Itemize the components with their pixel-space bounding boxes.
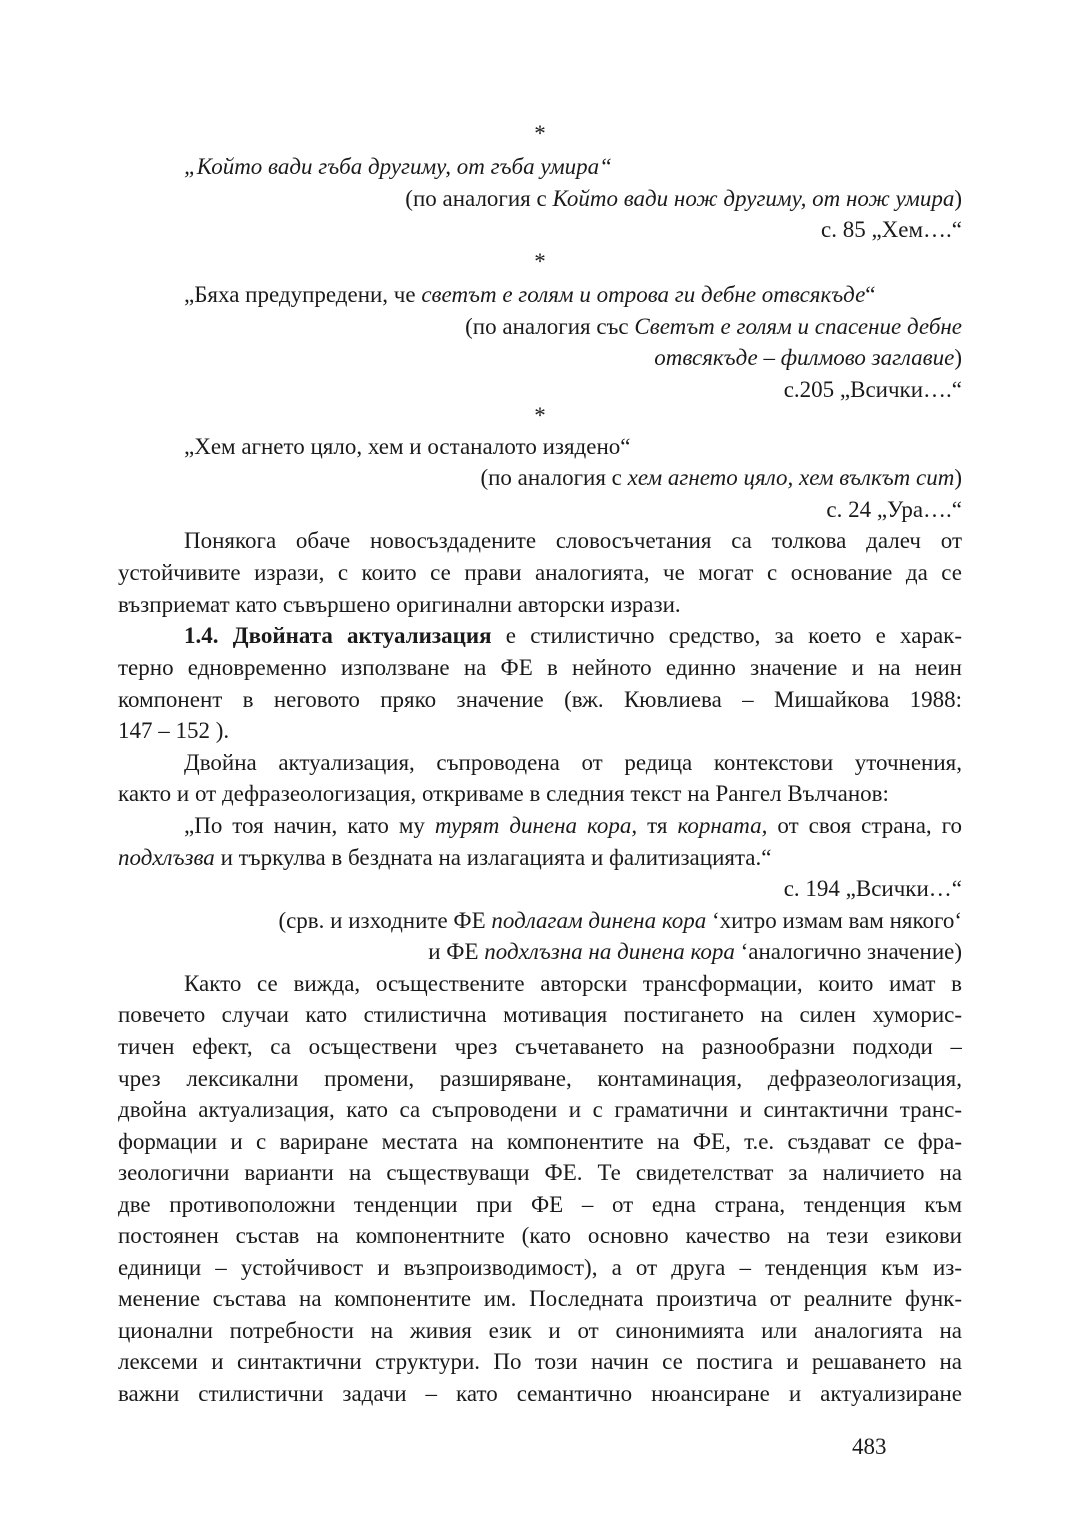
paragraph-line: двойна актуализация, като са съпроводени и с граматични и синтактични транс- <box>118 1097 962 1122</box>
paragraph-line: устойчивите изрази, с които се прави аналогията, че могат с основание да се <box>118 560 962 585</box>
paragraph-line: постоянен състав на компонентните (като основно качество на тези езикови <box>118 1223 962 1248</box>
quote-4-line-1: „По тоя начин, като му турят динена кора, тя корната, от своя страна, го <box>184 813 962 838</box>
analogy-2-line-2: отвсякъде – филмово заглавие) <box>654 345 962 370</box>
paragraph-line: Както се вижда, осъществените авторски трансформации, които имат в <box>184 971 962 996</box>
separator: * <box>534 121 546 146</box>
section-heading: 1.4. Двойната актуализация <box>184 623 492 648</box>
paragraph-line: както и от дефразеологизация, откриваме в следния текст на Рангел Вълчанов: <box>118 781 889 806</box>
source-4: с. 194 „Всички…“ <box>783 876 962 901</box>
paragraph-line: единици – устойчивост и възпроизводимост), а от друга – тенденция към из- <box>118 1255 962 1280</box>
paragraph-line: повечето случаи като стилистична мотивация постигането на силен хуморис- <box>118 1002 962 1027</box>
paragraph-line: терно едновременно използване на ФЕ в нейното единно значение и на неин <box>118 655 962 680</box>
paragraph-line: важни стилистични задачи – като семантично нюансиране и актуализиране <box>118 1381 962 1406</box>
paragraph-line: ционални потребности на живия език и от синонимията или аналогията на <box>118 1318 962 1343</box>
paragraph-line: формации и с вариране местата на компонентите на ФЕ, т.е. създават се фра- <box>118 1129 962 1154</box>
source-1: с. 85 „Хем….“ <box>821 217 962 242</box>
paragraph-line: Понякога обаче новосъздадените словосъчетания са толкова далеч от <box>184 528 962 553</box>
separator: * <box>534 249 546 274</box>
analogy-3: (по аналогия с хем агнето цяло, хем вълкът сит) <box>480 465 962 490</box>
paragraph-line: компонент в неговото пряко значение (вж. Кювлиева – Мишайкова 1988: <box>118 687 962 712</box>
section-heading-line: 1.4. Двойната актуализация е стилистично средство, за което е харак- <box>184 623 962 648</box>
analogy-1: (по аналогия с Който вади нож другиму, от нож умира) <box>405 186 962 211</box>
paragraph-line: лексеми и синтактични структури. По този начин се постига и решаването на <box>118 1349 962 1374</box>
quote-2: „Бяха предупредени, че светът е голям и отрова ги дебне отвсякъде“ <box>184 282 876 307</box>
quote-4-line-2: подхлъзва и търкулва в бездната на излагацията и фалитизацията.“ <box>118 845 772 870</box>
paragraph-line: зеологични варианти на съществуващи ФЕ. Те свидетелстват за наличието на <box>118 1160 962 1185</box>
separator: * <box>534 403 546 428</box>
paragraph-line: Двойна актуализация, съпроводена от редица контекстови уточнения, <box>184 750 962 775</box>
paragraph-line: две противоположни тенденции при ФЕ – от една страна, тенденция към <box>118 1192 962 1217</box>
paragraph-line: възприемат като съвършено оригинални авторски изрази. <box>118 592 681 617</box>
comparison-line-1: (срв. и изходните ФЕ подлагам динена кора ‘хитро измам вам някого‘ <box>278 908 962 933</box>
comparison-line-2: и ФЕ подхлъзна на динена кора ‘аналогично значение) <box>428 939 962 964</box>
paragraph-line: менение състава на компонентите им. Последната произтича от реалните функ- <box>118 1286 962 1311</box>
source-3: с. 24 „Ура….“ <box>826 497 962 522</box>
source-2: с.205 „Всички….“ <box>783 377 962 402</box>
paragraph-line: тичен ефект, са осъществени чрез съчетаването на разнообразни подходи – <box>118 1034 962 1059</box>
paragraph-line: чрез лексикални промени, разширяване, контаминация, дефразеологизация, <box>118 1066 962 1091</box>
quote-3: „Хем агнето цяло, хем и останалото изядено“ <box>184 434 631 459</box>
quote-1: „Който вади гъба другиму, от гъба умира“ <box>184 154 612 179</box>
page-number: 483 <box>852 1434 887 1459</box>
analogy-2-line-1: (по аналогия със Светът е голям и спасение дебне <box>465 314 962 339</box>
paragraph-line: 147 – 152 ). <box>118 718 230 743</box>
